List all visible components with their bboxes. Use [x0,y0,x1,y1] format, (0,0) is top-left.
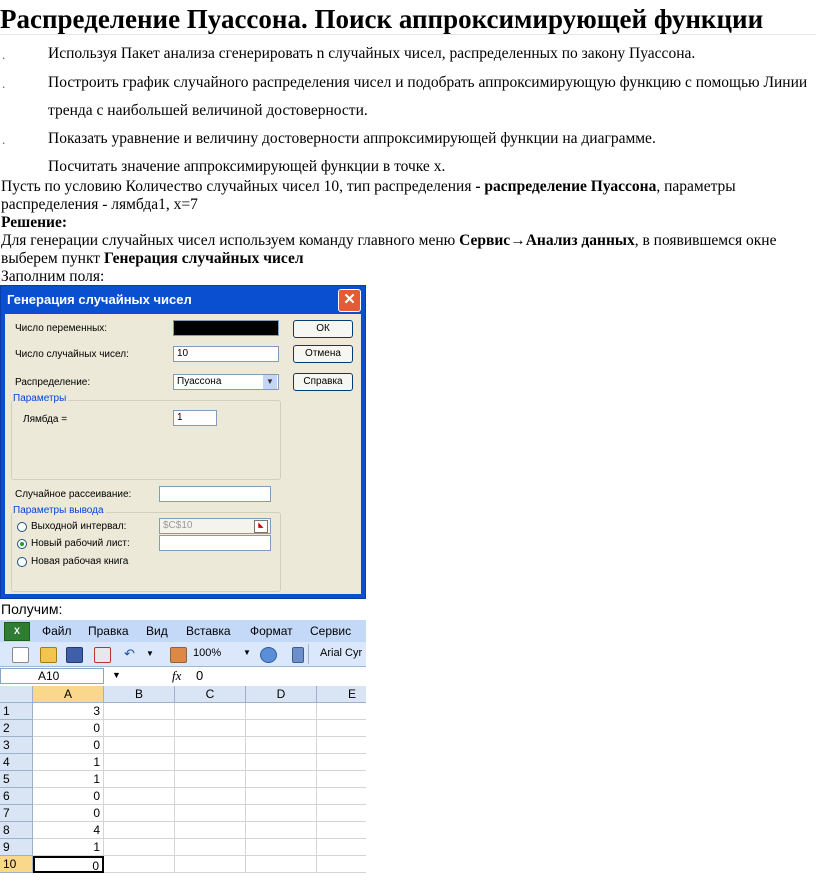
standard-toolbar [0,642,366,667]
lambda-input[interactable]: 1 [173,410,217,426]
table-cell[interactable] [317,856,366,873]
table-cell[interactable] [246,805,317,822]
table-cell[interactable] [175,805,246,822]
cell-a9[interactable]: 1 [33,839,104,856]
table-cell[interactable] [317,720,366,737]
cell-a7[interactable]: 0 [33,805,104,822]
table-cell[interactable] [104,703,175,720]
table-cell[interactable] [175,754,246,771]
column-header-a[interactable]: A [33,686,104,703]
num-random-input[interactable]: 10 [173,346,279,362]
zoom-dropdown-icon[interactable]: ▼ [243,648,251,657]
dialog-body [5,314,361,594]
menu-item-tools[interactable]: Сервис [310,624,352,638]
output-range-input[interactable] [159,518,271,534]
table-cell[interactable] [246,822,317,839]
condition-paragraph: Пусть по условию Количество случайных чисел 10, тип распределения - распределение Пуассона, параметры [1,178,736,195]
solution-paragraph: Для генерации случайных чисел используем команду главного меню Сервис→Анализ данных, в появившемся окне [1,232,777,249]
row-header-4[interactable]: 4 [0,754,33,771]
row-header-7[interactable]: 7 [0,805,33,822]
condition-paragraph-line2: распределения - лямбда1, x=7 [1,196,198,213]
formula-input[interactable]: 0 [196,668,204,683]
row-header-3[interactable]: 3 [0,737,33,754]
row-header-2[interactable]: 2 [0,720,33,737]
table-cell[interactable] [246,839,317,856]
table-cell[interactable] [246,737,317,754]
menu-item-format[interactable]: Формат [250,624,293,638]
table-cell[interactable] [104,856,175,873]
output-range-radio[interactable] [17,522,27,532]
table-cell[interactable] [104,805,175,822]
excel-app-icon[interactable]: X [4,622,30,641]
distribution-value: Пуассона [177,376,222,387]
solution-heading: Решение: [1,214,68,231]
column-header-e[interactable]: E [317,686,366,703]
row-header-9[interactable]: 9 [0,839,33,856]
result-label: Получим: [1,601,63,617]
new-workbook-label: Новая рабочая книга [31,556,129,567]
permission-icon[interactable] [94,647,111,663]
help-button[interactable]: Справка [293,373,353,391]
new-sheet-label: Новый рабочий лист: [31,538,130,549]
task-item-2-continued: тренда с наибольшей величиной достоверности. [48,102,368,119]
table-cell[interactable] [104,754,175,771]
menu-bar [0,620,366,642]
table-cell[interactable] [104,839,175,856]
table-cell[interactable] [317,839,366,856]
row-header-8[interactable]: 8 [0,822,33,839]
table-cell[interactable] [104,771,175,788]
font-name-select[interactable]: Arial Cyr [320,647,363,659]
output-range-label: Выходной интервал: [31,521,127,532]
random-number-generation-dialog [0,285,366,599]
solution-paragraph-line2: выберем пункт Генерация случайных чисел [1,250,304,267]
table-cell[interactable] [175,737,246,754]
table-cell[interactable] [104,720,175,737]
table-cell[interactable] [104,788,175,805]
cancel-button[interactable]: Отмена [293,345,353,363]
cell-a2[interactable]: 0 [33,720,104,737]
cell-a5[interactable]: 1 [33,771,104,788]
bullet-marker: . [2,132,6,147]
toolbar-separator [308,644,309,664]
table-cell[interactable] [104,822,175,839]
table-cell[interactable] [317,703,366,720]
cell-a6[interactable]: 0 [33,788,104,805]
title-divider [0,34,816,35]
task-item-2: Построить график случайного распределения чисел и подобрать аппроксимирующую функцию с помощью Линии [48,74,808,91]
table-cell[interactable] [317,754,366,771]
table-cell[interactable] [175,788,246,805]
table-cell[interactable] [175,822,246,839]
help-icon[interactable] [260,647,277,663]
table-cell[interactable] [246,754,317,771]
chart-wizard-icon[interactable] [170,647,187,663]
ok-button[interactable]: ОК [293,320,353,338]
row-header-1[interactable]: 1 [0,703,33,720]
task-item-1: Используя Пакет анализа сгенерировать n случайных чисел, распределенных по закону Пуассона. [48,45,696,62]
table-cell[interactable] [246,771,317,788]
bullet-marker: . [2,47,6,62]
menu-item-edit[interactable]: Правка [88,624,129,638]
new-sheet-input[interactable] [159,535,271,551]
table-cell[interactable] [175,771,246,788]
bullet-marker: . [2,76,6,91]
parameters-group [11,400,281,480]
close-button[interactable]: ✕ [338,289,361,312]
parameters-group-title: Параметры [13,393,67,404]
table-cell[interactable] [104,737,175,754]
table-cell[interactable] [246,703,317,720]
toolbar-options-icon[interactable] [292,647,304,663]
lambda-label: Лямбда = [23,414,68,425]
function-icon[interactable]: fx [172,668,182,683]
select-all-corner[interactable] [0,686,33,703]
table-cell[interactable] [175,720,246,737]
table-cell[interactable] [317,822,366,839]
range-select-icon[interactable]: ◣ [254,520,268,533]
cell-a10[interactable]: 0 [33,856,104,873]
menu-item-view[interactable]: Вид [146,624,168,638]
row-header-6[interactable]: 6 [0,788,33,805]
row-header-10[interactable]: 10 [0,856,33,873]
column-header-d[interactable]: D [246,686,317,703]
random-seed-label: Случайное рассеивание: [15,489,132,500]
fill-fields-label: Заполним поля: [1,268,105,285]
formula-bar [0,667,366,687]
distribution-select[interactable] [173,374,279,390]
table-cell[interactable] [246,788,317,805]
column-header-c[interactable]: C [175,686,246,703]
num-vars-label: Число переменных: [15,323,108,334]
num-random-label: Число случайных чисел: [15,349,129,360]
menu-item-insert[interactable]: Вставка [186,624,231,638]
name-box[interactable]: A10 [0,668,104,684]
menu-item-file[interactable]: Файл [42,624,72,638]
distribution-label: Распределение: [15,377,91,388]
undo-icon[interactable]: ↶ [124,646,135,661]
chevron-down-icon[interactable]: ▼ [263,375,277,389]
table-cell[interactable] [246,720,317,737]
page-title: Распределение Пуассона. Поиск аппроксимирующей функции [0,4,764,34]
new-file-icon[interactable] [12,647,29,663]
cell-a1[interactable]: 3 [33,703,104,720]
new-sheet-radio[interactable] [17,539,27,549]
table-cell[interactable] [317,737,366,754]
table-cell[interactable] [175,839,246,856]
table-cell[interactable] [175,703,246,720]
save-icon[interactable] [66,647,83,663]
output-range-value: $C$10 [163,520,193,531]
table-cell[interactable] [317,788,366,805]
random-seed-input[interactable] [159,486,271,502]
zoom-value[interactable]: 100% [193,647,222,659]
excel-window [0,620,366,882]
cell-a3[interactable]: 0 [33,737,104,754]
table-cell[interactable] [317,805,366,822]
output-options-title: Параметры вывода [13,505,104,516]
dialog-title: Генерация случайных чисел [7,292,192,307]
column-header-b[interactable]: B [104,686,175,703]
task-item-4: Посчитать значение аппроксимирующей функции в точке x. [48,158,446,175]
table-cell[interactable] [317,771,366,788]
cell-a8[interactable]: 4 [33,822,104,839]
cell-a4[interactable]: 1 [33,754,104,771]
table-cell[interactable] [175,856,246,873]
task-item-3: Показать уравнение и величину достоверности аппроксимирующей функции на диаграмме. [48,130,656,147]
new-workbook-radio[interactable] [17,557,27,567]
num-vars-input[interactable]: 1 [173,320,279,336]
row-header-5[interactable]: 5 [0,771,33,788]
name-box-dropdown-icon[interactable]: ▼ [112,670,121,680]
undo-dropdown-icon[interactable]: ▼ [146,649,154,658]
open-folder-icon[interactable] [40,647,57,663]
table-cell[interactable] [246,856,317,873]
